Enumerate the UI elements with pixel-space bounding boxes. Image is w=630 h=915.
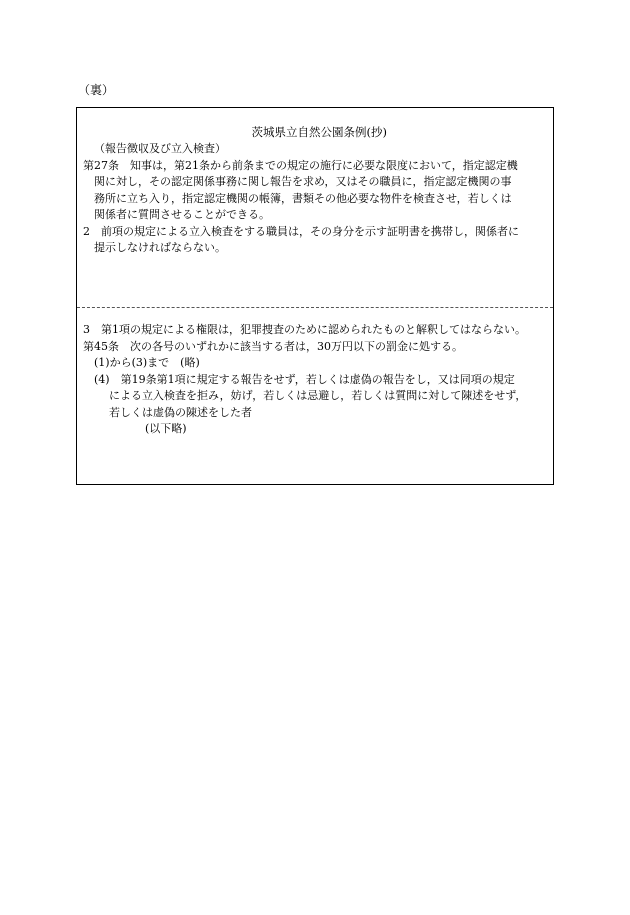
upper-text-line: 2 前項の規定による立入検査をする職員は，その身分を示す証明書を携帯し，関係者に [83, 224, 519, 238]
upper-lines [83, 141, 547, 257]
upper-text-line: 務所に立ち入り，指定認定機関の帳簿，書類その他必要な物件を検査させ，若しくは [94, 191, 512, 205]
lower-text-line: (4) 第19条第1項に規定する報告をせず，若しくは虚偽の報告をし，又は同項の規定 [94, 372, 515, 386]
upper-section [83, 124, 547, 257]
upper-text-line: 関に対し，その認定関係事務に関し報告を求め，又はその職員に，指定認定機関の事 [94, 175, 512, 188]
ordinance-excerpt-box [76, 107, 554, 485]
lower-text-line: による立入検査を拒み，妨げ，若しくは忌避し，若しくは質問に対して陳述をせず， [109, 389, 527, 402]
lower-text-line: 3 第1項の規定による権限は，犯罪捜査のために認められたものと解釈してはならない。 [83, 323, 526, 336]
document-title: 茨城県立自然公園条例(抄) [251, 125, 387, 139]
upper-text-line: 第27条 知事は，第21条から前条までの規定の施行に必要な限度において，指定認定機 [83, 158, 518, 172]
lower-text-line: 第45条 次の各号のいずれかに該当する者は，30万円以下の罰金に処する。 [83, 339, 463, 353]
cut-line-divider [77, 307, 553, 308]
upper-text-line: （報告徴収及び立入検査） [94, 142, 226, 155]
lower-lines [83, 322, 547, 438]
lower-section [83, 322, 547, 438]
upper-text-line: 提示しなければならない。 [94, 241, 226, 254]
lower-text-line: 若しくは虚偽の陳述をした者 [109, 405, 252, 419]
upper-text-line: 関係者に質問させることができる。 [94, 208, 270, 221]
lower-text-line: (以下略) [145, 422, 187, 435]
lower-text-line: (1)から(3)まで (略) [94, 356, 200, 369]
page-side-label: （裏） [78, 83, 115, 97]
